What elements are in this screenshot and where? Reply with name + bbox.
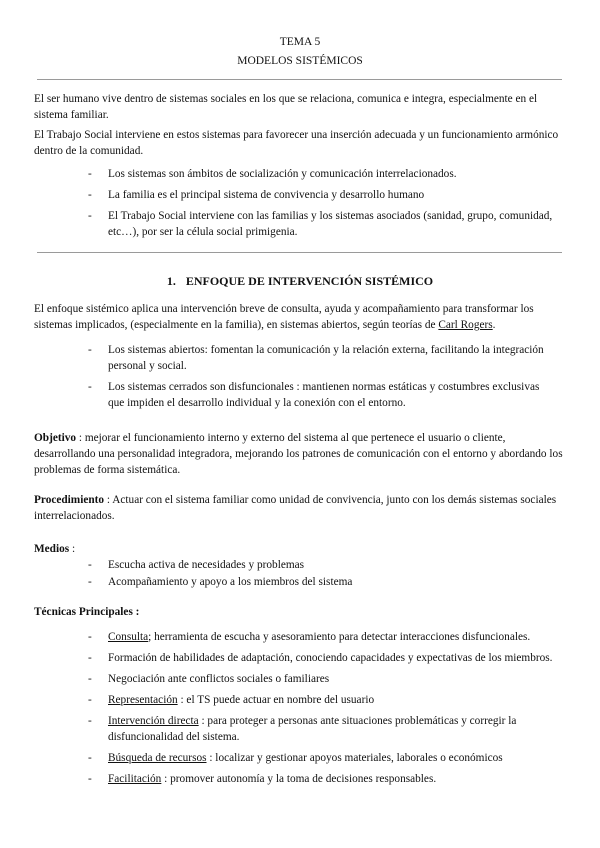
section-heading bbox=[0, 273, 600, 289]
procedimiento-label: Procedimiento bbox=[34, 494, 105, 506]
list-item: - Escucha activa de necesidades y problemas bbox=[88, 557, 558, 573]
technique-text: : promover autonomía y la toma de decisiones responsables. bbox=[161, 773, 437, 785]
technique-term: Consulta bbox=[108, 631, 149, 643]
objetivo-text: : mejorar el funcionamiento interno y externo del sistema al que pertenece el usuario o cliente, desarrollando una personalidad integradora, mejorando los patrones de comunicación con el entorno y abordando los problemas de forma sistemática. bbox=[34, 432, 563, 476]
author-link: Carl Rogers bbox=[438, 319, 493, 331]
list-item: - La familia es el principal sistema de convivencia y desarrollo humano bbox=[88, 187, 558, 203]
technique-term: Intervención directa bbox=[108, 715, 199, 727]
list-item bbox=[88, 650, 558, 666]
technique-term: Representación bbox=[108, 694, 178, 706]
list-item bbox=[88, 692, 558, 708]
medios-label: Medios bbox=[34, 543, 70, 555]
intro-bullet-list bbox=[88, 166, 558, 245]
intro-paragraph-2: El Trabajo Social interviene en estos sistemas para favorecer una inserción adecuada y un funcionamiento armónico dentro de la comunidad. bbox=[34, 129, 559, 157]
objetivo-paragraph bbox=[34, 430, 564, 478]
list-item bbox=[88, 713, 558, 745]
procedimiento-text: : Actuar con el sistema familiar como unidad de convivencia, junto con los demás sistemas sociales interrelacionados. bbox=[34, 494, 557, 522]
tecnicas-label: Técnicas Principales : bbox=[34, 606, 140, 618]
objetivo-label: Objetivo bbox=[34, 432, 77, 444]
systems-bullet-list bbox=[88, 342, 558, 416]
technique-term: Búsqueda de recursos bbox=[108, 752, 207, 764]
section-number: 1. bbox=[166, 274, 176, 288]
list-item bbox=[88, 629, 558, 645]
tecnicas-paragraph bbox=[34, 604, 564, 620]
intro-paragraph-1: El ser humano vive dentro de sistemas sociales en los que se relaciona, comunica e integra, especialmente en el sistema familiar. bbox=[34, 93, 538, 121]
technique-term: Facilitación bbox=[108, 773, 162, 785]
tecnicas-bullet-list bbox=[88, 629, 558, 792]
divider bbox=[37, 252, 562, 253]
technique-text: : el TS puede actuar en nombre del usuario bbox=[177, 694, 375, 706]
list-item: - Los sistemas son ámbitos de socialización y comunicación interrelacionados. bbox=[88, 166, 558, 182]
section-paragraph bbox=[34, 301, 564, 333]
topic-label: TEMA 5 bbox=[279, 36, 321, 48]
divider bbox=[37, 79, 562, 80]
list-item bbox=[88, 750, 558, 766]
list-item bbox=[88, 671, 558, 687]
procedimiento-paragraph bbox=[34, 492, 564, 524]
section-heading-text: ENFOQUE DE INTERVENCIÓN SISTÉMICO bbox=[185, 274, 434, 288]
page-title: MODELOS SISTÉMICOS bbox=[237, 55, 363, 67]
list-item bbox=[88, 771, 558, 787]
technique-text: : para proteger a personas ante situaciones problemáticas y corregir la disfuncionalidad del sistema. bbox=[108, 715, 517, 743]
list-item: - Los sistemas cerrados son disfuncionales : mantienen normas estáticas y costumbres exclusivas que impiden el desarrollo individual y la conexión con el entorno. bbox=[88, 379, 558, 411]
technique-text: Negociación ante conflictos sociales o familiares bbox=[108, 673, 330, 685]
medios-paragraph bbox=[34, 541, 564, 557]
paragraph-end: . bbox=[492, 319, 496, 331]
paragraph-text: El enfoque sistémico aplica una intervención breve de consulta, ayuda y acompañamiento para transformar los sistemas implicados, (especialmente en la familia), en sistemas abiertos, según teorías de bbox=[34, 303, 534, 331]
medios-bullet-list bbox=[88, 557, 558, 595]
technique-text: ; herramienta de escucha y asesoramiento para detectar interacciones disfuncionales. bbox=[148, 631, 531, 643]
list-item: - Acompañamiento y apoyo a los miembros del sistema bbox=[88, 574, 558, 590]
technique-text: : localizar y gestionar apoyos materiales, laborales o económicos bbox=[206, 752, 503, 764]
technique-text: Formación de habilidades de adaptación, conociendo capacidades y expectativas de los miembros. bbox=[108, 652, 553, 664]
list-item: - Los sistemas abiertos: fomentan la comunicación y la relación externa, facilitando la integración personal y social. bbox=[88, 342, 558, 374]
list-item: - El Trabajo Social interviene con las familias y los sistemas asociados (sanidad, grupo, comunidad, etc…), por ser la célula social primigenia. bbox=[88, 208, 558, 240]
medios-text: : bbox=[69, 543, 76, 555]
